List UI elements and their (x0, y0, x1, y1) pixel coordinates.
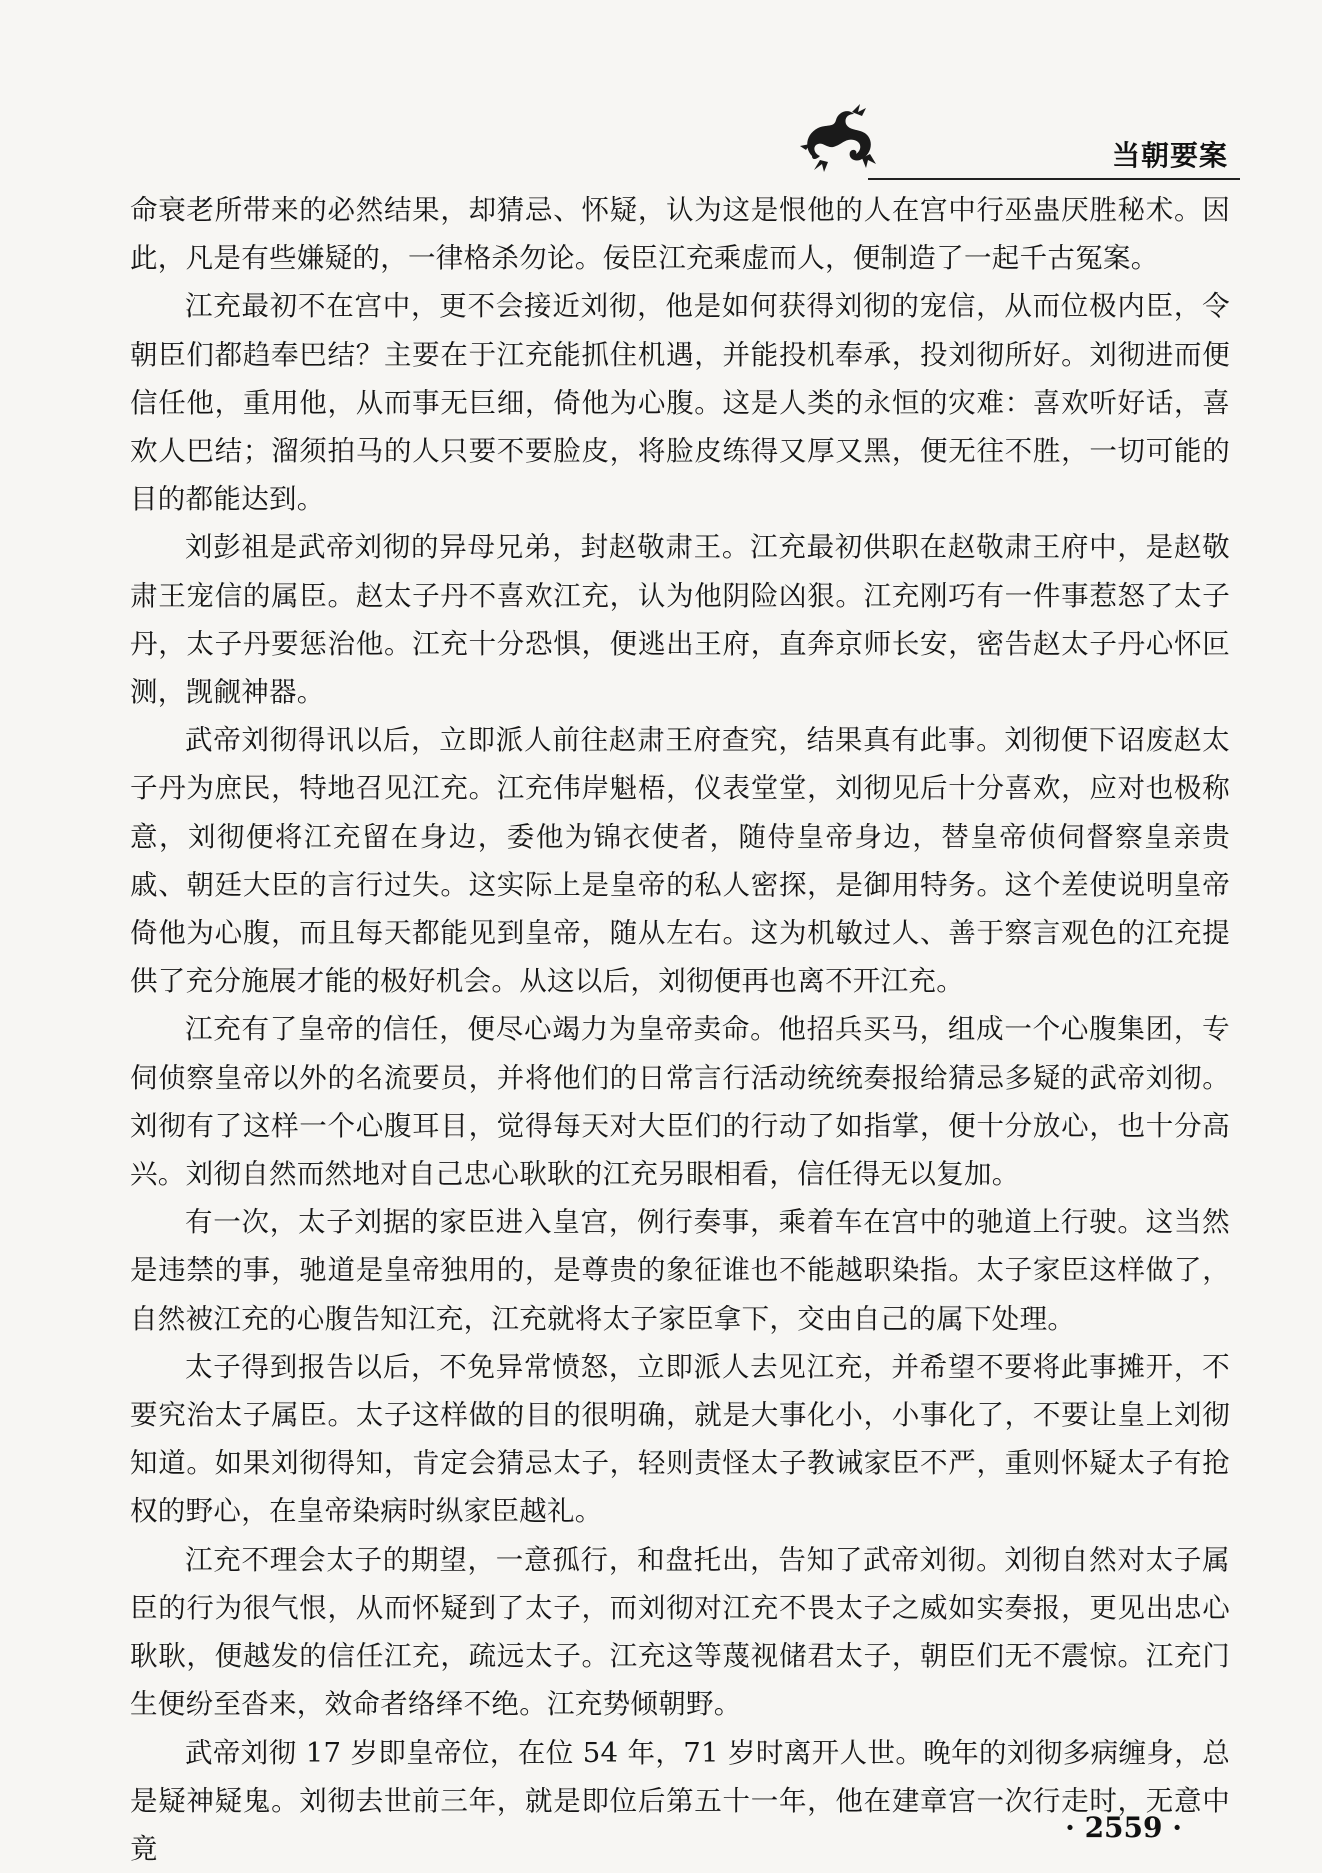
header-divider (868, 178, 1240, 180)
paragraph: 武帝刘彻 17 岁即皇帝位，在位 54 年，71 岁时离开人世。晚年的刘彻多病缠身，总是疑神疑鬼。刘彻去世前三年，就是即位后第五十一年，他在建章宫一次行走时，无意中竟 (130, 1729, 1230, 1873)
paragraph: 刘彭祖是武帝刘彻的异母兄弟，封赵敬肃王。江充最初供职在赵敬肃王府中，是赵敬肃王宠信的属臣。赵太子丹不喜欢江充，认为他阴险凶狠。江充刚巧有一件事惹怒了太子丹，太子丹要惩治他。江充十分恐惧，便逃出王府，直奔京师长安，密告赵太子丹心怀叵测，觊觎神器。 (130, 523, 1230, 716)
paragraph: 江充最初不在宫中，更不会接近刘彻，他是如何获得刘彻的宠信，从而位极内臣，令朝臣们都趋奉巴结？主要在于江充能抓住机遇，并能投机奉承，投刘彻所好。刘彻进而便信任他，重用他，从而事无巨细，倚他为心腹。这是人类的永恒的灾难：喜欢听好话，喜欢人巴结；溜须拍马的人只要不要脸皮，将脸皮练得又厚又黑，便无往不胜，一切可能的目的都能达到。 (130, 282, 1230, 523)
paragraph: 命衰老所带来的必然结果，却猜忌、怀疑，认为这是恨他的人在宫中行巫蛊厌胜秘术。因此，凡是有些嫌疑的，一律格杀勿论。佞臣江充乘虚而人，便制造了一起千古冤案。 (130, 186, 1230, 282)
page-number: · 2559 · (1065, 1811, 1182, 1844)
paragraph: 有一次，太子刘据的家臣进入皇宫，例行奏事，乘着车在宫中的驰道上行驶。这当然是违禁的事，驰道是皇帝独用的，是尊贵的象征谁也不能越职染指。太子家臣这样做了，自然被江充的心腹告知江充，江充就将太子家臣拿下，交由自己的属下处理。 (130, 1198, 1230, 1343)
paragraph: 江充有了皇帝的信任，便尽心竭力为皇帝卖命。他招兵买马，组成一个心腹集团，专伺侦察皇帝以外的名流要员，并将他们的日常言行活动统统奏报给猜忌多疑的武帝刘彻。刘彻有了这样一个心腹耳目，觉得每天对大臣们的行动了如指掌，便十分放心，也十分高兴。刘彻自然而然地对自己忠心耿耿的江充另眼相看，信任得无以复加。 (130, 1005, 1230, 1198)
running-header (790, 98, 1240, 188)
paragraph: 江充不理会太子的期望，一意孤行，和盘托出，告知了武帝刘彻。刘彻自然对太子属臣的行为很气恨，从而怀疑到了太子，而刘彻对江充不畏太子之威如实奏报，更见出忠心耿耿，便越发的信任江充，疏远太子。江充这等蔑视储君太子，朝臣们无不震惊。江充门生便纷至沓来，效命者络绎不绝。江充势倾朝野。 (130, 1536, 1230, 1729)
paragraph: 太子得到报告以后，不免异常愤怒，立即派人去见江充，并希望不要将此事摊开，不要究治太子属臣。太子这样做的目的很明确，就是大事化小，小事化了，不要让皇上刘彻知道。如果刘彻得知，肯定会猜忌太子，轻则责怪太子教诫家臣不严，重则怀疑太子有抢权的野心，在皇帝染病时纵家臣越礼。 (130, 1343, 1230, 1536)
page-body (130, 186, 1230, 1873)
dragon-icon (790, 98, 890, 178)
paragraph: 武帝刘彻得讯以后，立即派人前往赵肃王府查究，结果真有此事。刘彻便下诏废赵太子丹为庶民，特地召见江充。江充伟岸魁梧，仪表堂堂，刘彻见后十分喜欢，应对也极称意，刘彻便将江充留在身边，委他为锦衣使者，随侍皇帝身边，替皇帝侦伺督察皇亲贵戚、朝廷大臣的言行过失。这实际上是皇帝的私人密探，是御用特务。这个差使说明皇帝倚他为心腹，而且每天都能见到皇帝，随从左右。这为机敏过人、善于察言观色的江充提供了充分施展才能的极好机会。从这以后，刘彻便再也离不开江充。 (130, 716, 1230, 1005)
header-title: 当朝要案 (1112, 134, 1228, 174)
